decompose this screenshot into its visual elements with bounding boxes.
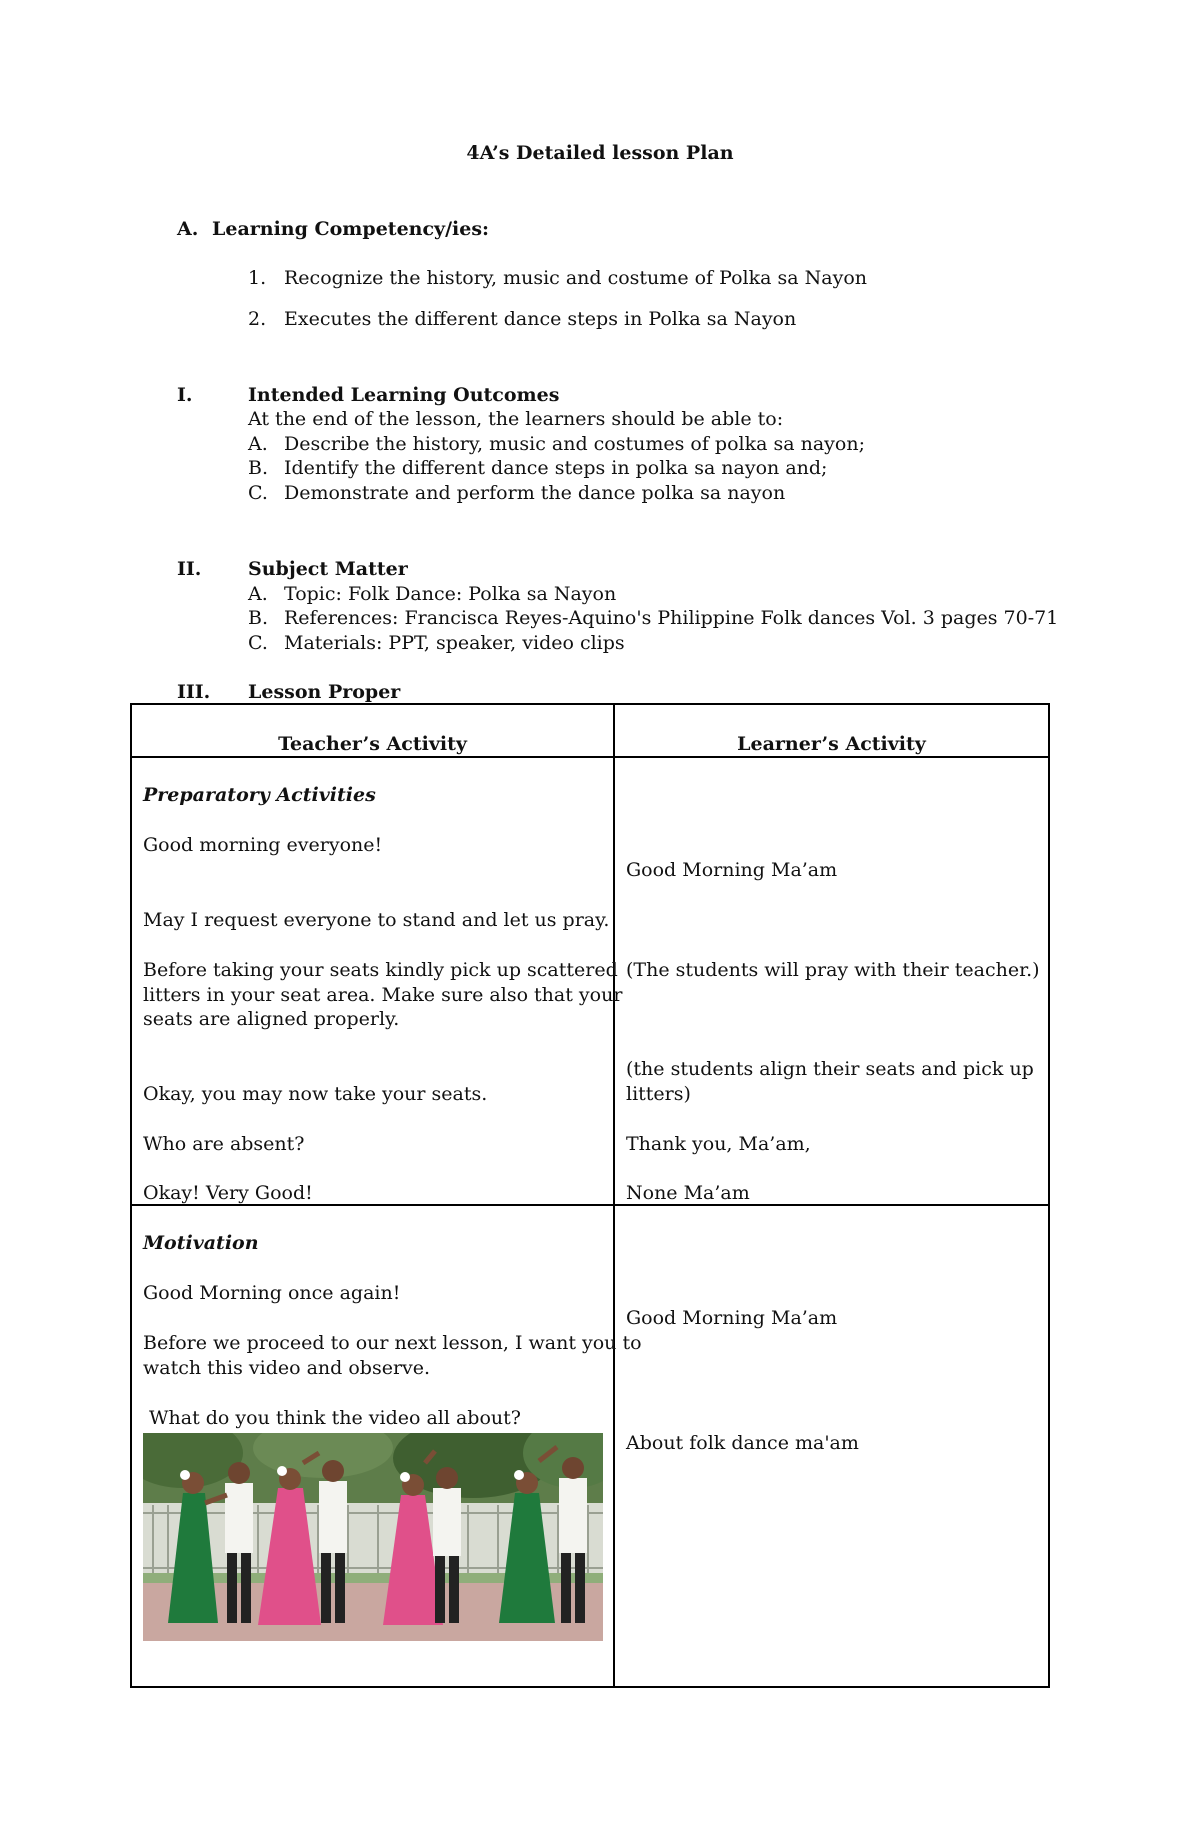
section-2-marker: II.: [177, 558, 202, 580]
teacher-line: watch this video and observe.: [143, 1357, 431, 1379]
section-3-marker: III.: [177, 681, 211, 703]
motivation-heading: Motivation: [143, 1232, 259, 1254]
subject-item-c: Materials: PPT, speaker, video clips: [284, 632, 625, 654]
teacher-line: Okay! Very Good!: [143, 1182, 313, 1204]
teacher-line: Good morning everyone!: [143, 834, 383, 856]
outcome-item-a: Describe the history, music and costumes of polka sa nayon;: [284, 433, 865, 455]
subject-item-b: References: Francisca Reyes-Aquino's Philippine Folk dances Vol. 3 pages 70-71: [284, 607, 1059, 629]
subject-letter-b: B.: [248, 607, 269, 629]
subject-letter-c: C.: [248, 632, 268, 654]
learner-line: Good Morning Ma’am: [626, 859, 838, 881]
teacher-line: Before we proceed to our next lesson, I want you to: [143, 1332, 642, 1354]
header-divider: [132, 756, 1048, 758]
section-3-heading: Lesson Proper: [248, 681, 401, 703]
preparatory-heading: Preparatory Activities: [143, 784, 376, 806]
competency-item-1: Recognize the history, music and costume of Polka sa Nayon: [284, 267, 867, 289]
teacher-line: Good Morning once again!: [143, 1282, 401, 1304]
teacher-line: Okay, you may now take your seats.: [143, 1083, 488, 1105]
section-1-heading: Intended Learning Outcomes: [248, 384, 560, 406]
outcome-item-c: Demonstrate and perform the dance polka sa nayon: [284, 482, 786, 504]
section-1-marker: I.: [177, 384, 193, 406]
competency-num-1: 1.: [248, 267, 267, 289]
outcomes-intro: At the end of the lesson, the learners should be able to:: [248, 408, 784, 430]
teacher-line: What do you think the video all about?: [149, 1407, 521, 1429]
subject-letter-a: A.: [248, 583, 268, 605]
lesson-proper-table: [130, 703, 1050, 1688]
learner-line: Good Morning Ma’am: [626, 1307, 838, 1329]
teacher-line: litters in your seat area. Make sure also that your: [143, 984, 623, 1006]
teacher-line: seats are aligned properly.: [143, 1008, 400, 1030]
column-divider: [613, 705, 615, 1686]
outcome-letter-a: A.: [248, 433, 268, 455]
document-title: 4A’s Detailed lesson Plan: [466, 142, 734, 164]
learner-line: (the students align their seats and pick up: [626, 1058, 1034, 1080]
learner-line: Thank you, Ma’am,: [626, 1133, 811, 1155]
learner-line: About folk dance ma'am: [626, 1432, 859, 1454]
teacher-line: Who are absent?: [143, 1133, 305, 1155]
outcome-letter-c: C.: [248, 482, 268, 504]
section-2-heading: Subject Matter: [248, 558, 408, 580]
section-a-marker: A.: [177, 218, 199, 240]
outcome-letter-b: B.: [248, 457, 269, 479]
competency-num-2: 2.: [248, 308, 267, 330]
section-a-heading: Learning Competency/ies:: [212, 218, 490, 240]
learner-line: None Ma’am: [626, 1182, 750, 1204]
learner-activity-header: Learner’s Activity: [737, 733, 926, 755]
competency-item-2: Executes the different dance steps in Polka sa Nayon: [284, 308, 797, 330]
subject-item-a: Topic: Folk Dance: Polka sa Nayon: [284, 583, 617, 605]
folk-dance-photo: [143, 1433, 603, 1641]
teacher-line: May I request everyone to stand and let us pray.: [143, 909, 610, 931]
learner-line: litters): [626, 1083, 691, 1105]
teacher-line: Before taking your seats kindly pick up scattered: [143, 959, 618, 981]
outcome-item-b: Identify the different dance steps in polka sa nayon and;: [284, 457, 828, 479]
teacher-activity-header: Teacher’s Activity: [278, 733, 467, 755]
learner-line: (The students will pray with their teacher.): [626, 959, 1040, 981]
